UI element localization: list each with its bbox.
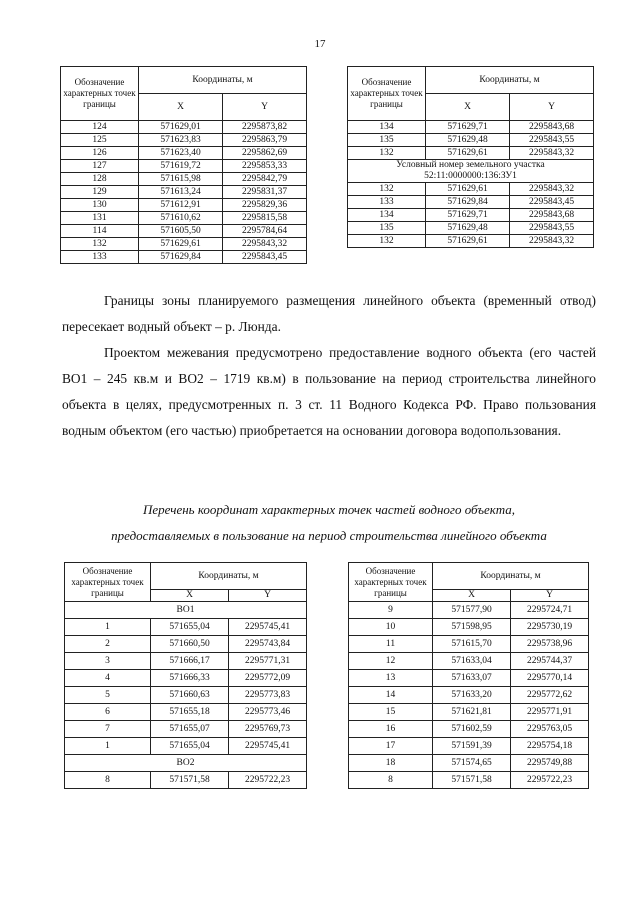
x-cell: 571666,17 (151, 653, 229, 670)
table-row (349, 670, 589, 687)
cadastral-number: Условный номер земельного участка 52:11:0000000:136:ЗУ1 (348, 160, 594, 183)
table-row (65, 670, 307, 687)
point-cell: 126 (61, 147, 139, 160)
table-row (349, 738, 589, 755)
table-row (65, 653, 307, 670)
caption-line-2: предоставляемых в пользование на период строительства линейного объекта (111, 528, 547, 543)
table-row (349, 636, 589, 653)
y-cell: 2295863,79 (223, 134, 307, 147)
y-cell: 2295745,41 (229, 738, 307, 755)
y-header: Y (510, 94, 594, 121)
x-cell: 571619,72 (139, 160, 223, 173)
x-cell: 571629,61 (426, 147, 510, 160)
point-cell: 129 (61, 186, 139, 199)
y-cell: 2295722,23 (229, 772, 307, 789)
y-cell: 2295873,82 (223, 121, 307, 134)
table-3-body-vo1 (65, 619, 307, 755)
y-cell: 2295853,33 (223, 160, 307, 173)
table-row (61, 147, 307, 160)
y-cell: 2295769,73 (229, 721, 307, 738)
table-row (65, 704, 307, 721)
table-row (349, 602, 589, 619)
y-cell: 2295843,55 (510, 134, 594, 147)
x-cell: 571615,70 (433, 636, 511, 653)
x-cell: 571629,84 (139, 251, 223, 264)
point-cell: 11 (349, 636, 433, 653)
x-cell: 571629,84 (426, 196, 510, 209)
x-cell: 571629,48 (426, 222, 510, 235)
table-row (349, 653, 589, 670)
x-cell: 571633,07 (433, 670, 511, 687)
x-cell: 571574,65 (433, 755, 511, 772)
y-cell: 2295784,64 (223, 225, 307, 238)
x-cell: 571655,04 (151, 738, 229, 755)
y-cell: 2295724,71 (511, 602, 589, 619)
table-row (61, 212, 307, 225)
group-label-vo1: ВО1 (65, 602, 307, 619)
table-row (348, 209, 594, 222)
y-cell: 2295862,69 (223, 147, 307, 160)
y-cell: 2295738,96 (511, 636, 589, 653)
table-row (348, 196, 594, 209)
point-cell: 10 (349, 619, 433, 636)
table-row (348, 121, 594, 134)
x-cell: 571629,61 (139, 238, 223, 251)
table-4-body (349, 602, 589, 789)
y-cell: 2295743,84 (229, 636, 307, 653)
point-header: Обозначение характерных точек границы (61, 67, 139, 121)
x-cell: 571598,95 (433, 619, 511, 636)
group-label-vo2: ВО2 (65, 755, 307, 772)
table-row (65, 721, 307, 738)
y-cell: 2295771,91 (511, 704, 589, 721)
paragraph-land-survey: Проектом межевания предусмотрено предоставление водного объекта (его частей ВО1 – 245 кв.м и ВО2 – 1719 кв.м) в пользование на период строительства линейного объекта в целях, предусмотренных п. 3 ст. 11 Водного Кодекса РФ. Право пользования водным объектом (его частью) приобретается на основании договора водопользования. (62, 345, 596, 438)
x-cell: 571613,24 (139, 186, 223, 199)
table-2-body-b (348, 183, 594, 248)
table-row (61, 134, 307, 147)
table-row (65, 636, 307, 653)
x-header: X (426, 94, 510, 121)
table-row (349, 704, 589, 721)
point-cell: 5 (65, 687, 151, 704)
x-cell: 571623,83 (139, 134, 223, 147)
point-cell: 125 (61, 134, 139, 147)
y-cell: 2295749,88 (511, 755, 589, 772)
y-cell: 2295763,05 (511, 721, 589, 738)
table-row (349, 772, 589, 789)
point-cell: 13 (349, 670, 433, 687)
x-cell: 571610,62 (139, 212, 223, 225)
point-cell: 8 (349, 772, 433, 789)
point-cell: 14 (349, 687, 433, 704)
x-cell: 571577,90 (433, 602, 511, 619)
y-cell: 2295722,23 (511, 772, 589, 789)
point-cell: 9 (349, 602, 433, 619)
x-cell: 571629,48 (426, 134, 510, 147)
table-row (61, 238, 307, 251)
point-cell: 130 (61, 199, 139, 212)
coords-header: Координаты, м (139, 67, 307, 94)
y-cell: 2295842,79 (223, 173, 307, 186)
x-cell: 571621,81 (433, 704, 511, 721)
point-cell: 3 (65, 653, 151, 670)
x-cell: 571612,91 (139, 199, 223, 212)
point-cell: 2 (65, 636, 151, 653)
coords-header: Координаты, м (151, 563, 307, 590)
coords-header: Координаты, м (433, 563, 589, 590)
x-cell: 571629,61 (426, 235, 510, 248)
x-cell: 571629,61 (426, 183, 510, 196)
x-cell: 571655,04 (151, 619, 229, 636)
point-cell: 134 (348, 121, 426, 134)
y-cell: 2295843,32 (223, 238, 307, 251)
coords-header: Координаты, м (426, 67, 594, 94)
point-cell: 135 (348, 222, 426, 235)
point-cell: 135 (348, 134, 426, 147)
table-row (348, 147, 594, 160)
x-cell: 571660,50 (151, 636, 229, 653)
y-cell: 2295772,09 (229, 670, 307, 687)
point-cell: 131 (61, 212, 139, 225)
x-cell: 571633,04 (433, 653, 511, 670)
point-cell: 132 (348, 183, 426, 196)
point-cell: 124 (61, 121, 139, 134)
x-cell: 571571,58 (151, 772, 229, 789)
y-header: Y (229, 590, 307, 602)
y-cell: 2295815,58 (223, 212, 307, 225)
table-row (348, 134, 594, 147)
point-cell: 6 (65, 704, 151, 721)
table-row (348, 183, 594, 196)
table-row (65, 738, 307, 755)
coordinates-table-3 (64, 562, 307, 789)
y-cell: 2295831,37 (223, 186, 307, 199)
x-cell: 571666,33 (151, 670, 229, 687)
point-cell: 18 (349, 755, 433, 772)
y-cell: 2295745,41 (229, 619, 307, 636)
y-cell: 2295754,18 (511, 738, 589, 755)
table-row (65, 687, 307, 704)
point-header: Обозначение характерных точек границы (348, 67, 426, 121)
x-cell: 571605,50 (139, 225, 223, 238)
y-cell: 2295843,55 (510, 222, 594, 235)
point-cell: 16 (349, 721, 433, 738)
y-cell: 2295843,32 (510, 183, 594, 196)
point-cell: 15 (349, 704, 433, 721)
table-1-body (61, 121, 307, 264)
table-row (65, 619, 307, 636)
y-cell: 2295843,45 (510, 196, 594, 209)
table-row (61, 251, 307, 264)
table-row (61, 121, 307, 134)
y-cell: 2295843,68 (510, 121, 594, 134)
table-row (61, 160, 307, 173)
coordinates-table-4 (348, 562, 589, 789)
point-cell: 12 (349, 653, 433, 670)
y-header: Y (223, 94, 307, 121)
point-cell: 128 (61, 173, 139, 186)
table-row (61, 225, 307, 238)
x-cell: 571629,71 (426, 209, 510, 222)
x-header: X (151, 590, 229, 602)
x-cell: 571623,40 (139, 147, 223, 160)
table-row (61, 199, 307, 212)
x-cell: 571571,58 (433, 772, 511, 789)
x-cell: 571615,98 (139, 173, 223, 186)
paragraph-water-object: Границы зоны планируемого размещения линейного объекта (временный отвод) пересекает водный объект – р. Люнда. (62, 293, 596, 334)
point-cell: 17 (349, 738, 433, 755)
point-cell: 132 (348, 235, 426, 248)
point-cell: 133 (348, 196, 426, 209)
table-row (349, 619, 589, 636)
y-cell: 2295843,68 (510, 209, 594, 222)
y-cell: 2295773,46 (229, 704, 307, 721)
point-cell: 8 (65, 772, 151, 789)
x-cell: 571602,59 (433, 721, 511, 738)
point-cell: 1 (65, 738, 151, 755)
y-cell: 2295843,32 (510, 147, 594, 160)
x-header: X (139, 94, 223, 121)
y-cell: 2295770,14 (511, 670, 589, 687)
y-cell: 2295730,19 (511, 619, 589, 636)
y-cell: 2295829,36 (223, 199, 307, 212)
point-cell: 134 (348, 209, 426, 222)
y-cell: 2295843,32 (510, 235, 594, 248)
point-cell: 1 (65, 619, 151, 636)
table-row (349, 755, 589, 772)
y-header: Y (511, 590, 589, 602)
coordinates-table-2 (347, 66, 594, 248)
x-cell: 571629,01 (139, 121, 223, 134)
x-cell: 571591,39 (433, 738, 511, 755)
point-cell: 132 (61, 238, 139, 251)
table-row (61, 186, 307, 199)
x-cell: 571655,07 (151, 721, 229, 738)
x-cell: 571629,71 (426, 121, 510, 134)
table-row (61, 173, 307, 186)
point-cell: 127 (61, 160, 139, 173)
coordinates-table-1 (60, 66, 307, 264)
x-header: X (433, 590, 511, 602)
table-3-body-vo2 (65, 772, 307, 789)
point-cell: 4 (65, 670, 151, 687)
point-cell: 7 (65, 721, 151, 738)
point-header: Обозначение характерных точек границы (349, 563, 433, 602)
point-header: Обозначение характерных точек границы (65, 563, 151, 602)
y-cell: 2295773,83 (229, 687, 307, 704)
x-cell: 571655,18 (151, 704, 229, 721)
x-cell: 571633,20 (433, 687, 511, 704)
table-row (348, 222, 594, 235)
table-2-body-a (348, 121, 594, 160)
page-number: 17 (314, 38, 326, 50)
table-row (348, 235, 594, 248)
y-cell: 2295744,37 (511, 653, 589, 670)
point-cell: 114 (61, 225, 139, 238)
point-cell: 133 (61, 251, 139, 264)
y-cell: 2295771,31 (229, 653, 307, 670)
y-cell: 2295772,62 (511, 687, 589, 704)
x-cell: 571660,63 (151, 687, 229, 704)
y-cell: 2295843,45 (223, 251, 307, 264)
table-row (349, 721, 589, 738)
table-row (65, 772, 307, 789)
point-cell: 132 (348, 147, 426, 160)
table-row (349, 687, 589, 704)
caption-line-1: Перечень координат характерных точек частей водного объекта, (142, 502, 515, 517)
